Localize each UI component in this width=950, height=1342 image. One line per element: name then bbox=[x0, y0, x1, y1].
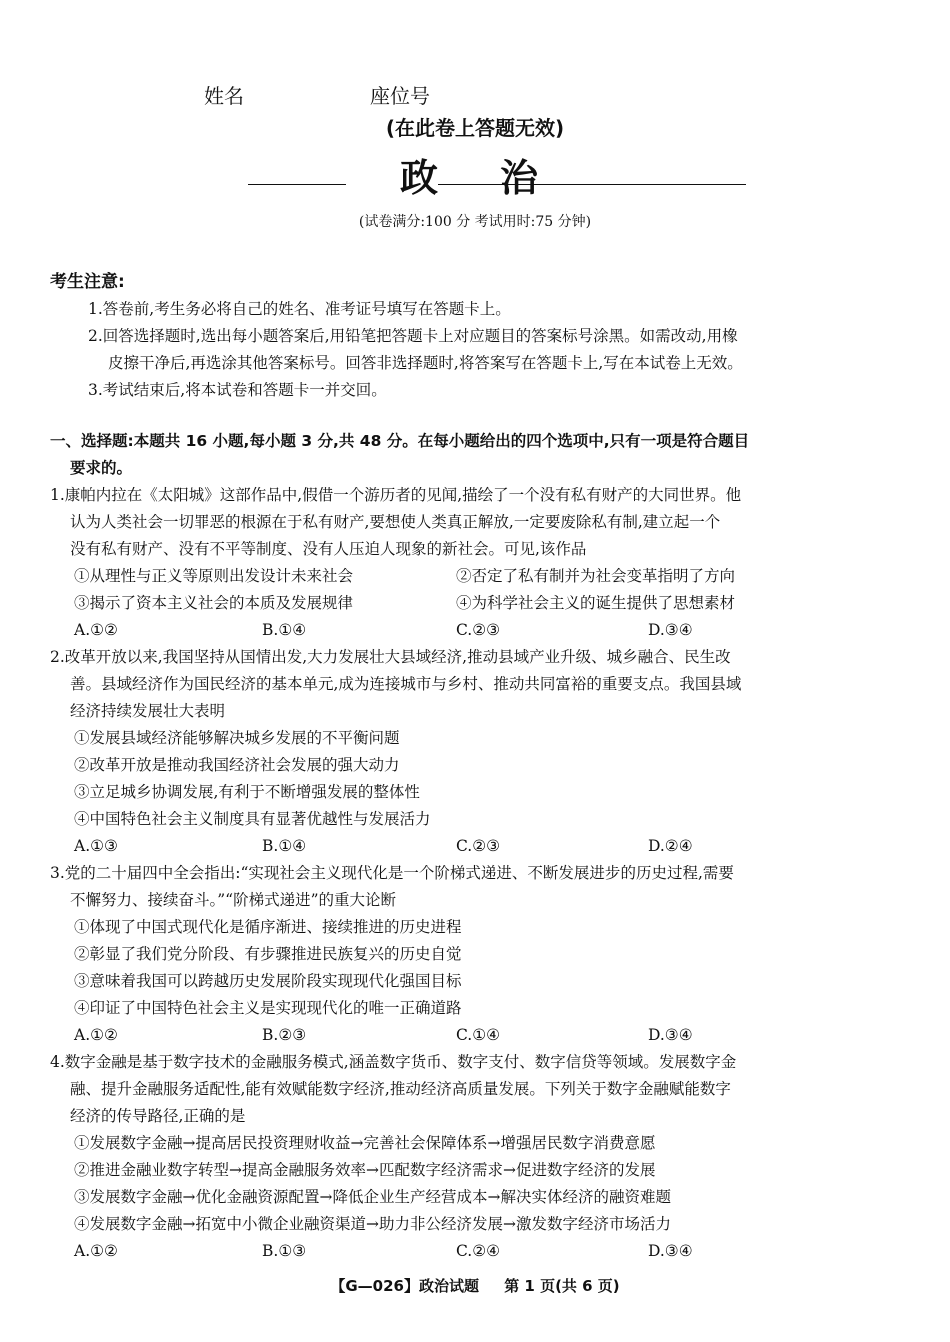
question-stem: 3.党的二十届四中全会指出:“实现社会主义现代化是一个阶梯式递进、不断发展进步的历史过程,需要 bbox=[50, 864, 734, 882]
question-stem: 4.数字金融是基于数字技术的金融服务模式,涵盖数字货币、数字支付、数字信贷等领域。发展数字金 bbox=[50, 1053, 737, 1071]
choice-d: D.③④ bbox=[648, 1026, 693, 1044]
page-footer bbox=[0, 1274, 950, 1298]
choice-b: B.②③ bbox=[262, 1026, 307, 1044]
question-option: ②推进金融业数字转型→提高金融服务效率→匹配数字经济需求→促进数字经济的发展 bbox=[74, 1161, 656, 1179]
question-stem: 善。县域经济作为国民经济的基本单元,成为连接城市与乡村、推动共同富裕的重要支点。我国县域 bbox=[70, 675, 742, 693]
invalid-note: (在此卷上答题无效) bbox=[385, 116, 565, 140]
choice-b: B.①④ bbox=[262, 837, 307, 855]
notice-title: 考生注意: bbox=[50, 272, 125, 292]
notice-item: 皮擦干净后,再选涂其他答案标号。回答非选择题时,将答案写在答题卡上,写在本试卷上无效。 bbox=[108, 354, 743, 372]
section-heading: 一、选择题:本题共 16 小题,每小题 3 分,共 48 分。在每小题给出的四个选项中,只有一项是符合题目 bbox=[50, 432, 750, 450]
notice-item: 2.回答选择题时,选出每小题答案后,用铅笔把答题卡上对应题目的答案标号涂黑。如需改动,用橡 bbox=[88, 327, 738, 345]
exam-meta: (试卷满分:100 分 考试用时:75 分钟) bbox=[358, 214, 592, 230]
choice-d: D.③④ bbox=[648, 621, 693, 639]
question-option: ③揭示了资本主义社会的本质及发展规律 bbox=[74, 594, 354, 612]
choice-c: C.②④ bbox=[456, 1242, 501, 1260]
question-stem: 经济的传导路径,正确的是 bbox=[70, 1107, 246, 1125]
question-option: ④发展数字金融→拓宽中小微企业融资渠道→助力非公经济发展→激发数字经济市场活力 bbox=[74, 1215, 671, 1233]
subject-char-1: 政 bbox=[400, 155, 441, 200]
choice-c: C.②③ bbox=[456, 837, 501, 855]
page-number: 第 1 页(共 6 页) bbox=[504, 1277, 620, 1295]
choice-a: A.①② bbox=[74, 1242, 118, 1260]
seat-label: 座位号 bbox=[370, 84, 430, 108]
question-stem: 没有私有财产、没有不平等制度、没有人压迫人现象的新社会。可见,该作品 bbox=[70, 540, 587, 558]
subject-title bbox=[0, 152, 950, 204]
question-stem: 认为人类社会一切罪恶的根源在于私有财产,要想使人类真正解放,一定要废除私有制,建立起一个 bbox=[70, 513, 721, 531]
question-option: ①发展数字金融→提高居民投资理财收益→完善社会保障体系→增强居民数字消费意愿 bbox=[74, 1134, 656, 1152]
question-stem: 不懈努力、接续奋斗。”“阶梯式递进”的重大论断 bbox=[70, 891, 397, 909]
question-option: ①体现了中国式现代化是循序渐进、接续推进的历史进程 bbox=[74, 918, 462, 936]
student-info-line bbox=[0, 80, 950, 112]
choice-b: B.①④ bbox=[262, 621, 307, 639]
choice-d: D.③④ bbox=[648, 1242, 693, 1260]
notice-item: 3.考试结束后,将本试卷和答题卡一并交回。 bbox=[88, 381, 387, 399]
choice-a: A.①② bbox=[74, 1026, 118, 1044]
subject-char-2: 治 bbox=[500, 155, 541, 200]
choice-b: B.①③ bbox=[262, 1242, 307, 1260]
choice-c: C.②③ bbox=[456, 621, 501, 639]
question-option: ②否定了私有制并为社会变革指明了方向 bbox=[456, 567, 736, 585]
question-option: ④印证了中国特色社会主义是实现现代化的唯一正确道路 bbox=[74, 999, 462, 1017]
question-stem: 经济持续发展壮大表明 bbox=[70, 702, 226, 720]
question-option: ②改革开放是推动我国经济社会发展的强大动力 bbox=[74, 756, 400, 774]
question-option: ④为科学社会主义的诞生提供了思想素材 bbox=[456, 594, 736, 612]
choice-a: A.①③ bbox=[74, 837, 118, 855]
question-option: ③立足城乡协调发展,有利于不断增强发展的整体性 bbox=[74, 783, 420, 801]
question-stem: 融、提升金融服务适配性,能有效赋能数字经济,推动经济高质量发展。下列关于数字金融赋能数字 bbox=[70, 1080, 731, 1098]
notice-item: 1.答卷前,考生务必将自己的姓名、准考证号填写在答题卡上。 bbox=[88, 300, 511, 318]
question-option: ③发展数字金融→优化金融资源配置→降低企业生产经营成本→解决实体经济的融资难题 bbox=[74, 1188, 671, 1206]
question-stem: 1.康帕内拉在《太阳城》这部作品中,假借一个游历者的见闻,描绘了一个没有私有财产的大同世界。他 bbox=[50, 486, 742, 504]
question-option: ①发展县域经济能够解决城乡发展的不平衡问题 bbox=[74, 729, 400, 747]
section-heading-cont: 要求的。 bbox=[70, 459, 133, 477]
question-stem: 2.改革开放以来,我国坚持从国情出发,大力发展壮大县域经济,推动县域产业升级、城乡融合、民生改 bbox=[50, 648, 731, 666]
choice-c: C.①④ bbox=[456, 1026, 501, 1044]
question-option: ②彰显了我们党分阶段、有步骤推进民族复兴的历史自觉 bbox=[74, 945, 462, 963]
question-option: ①从理性与正义等原则出发设计未来社会 bbox=[74, 567, 354, 585]
choice-d: D.②④ bbox=[648, 837, 693, 855]
question-option: ③意味着我国可以跨越历史发展阶段实现现代化强国目标 bbox=[74, 972, 462, 990]
exam-code: 【G—026】政治试题 bbox=[330, 1277, 479, 1295]
question-option: ④中国特色社会主义制度具有显著优越性与发展活力 bbox=[74, 810, 431, 828]
choice-a: A.①② bbox=[74, 621, 118, 639]
name-label: 姓名 bbox=[204, 84, 244, 108]
